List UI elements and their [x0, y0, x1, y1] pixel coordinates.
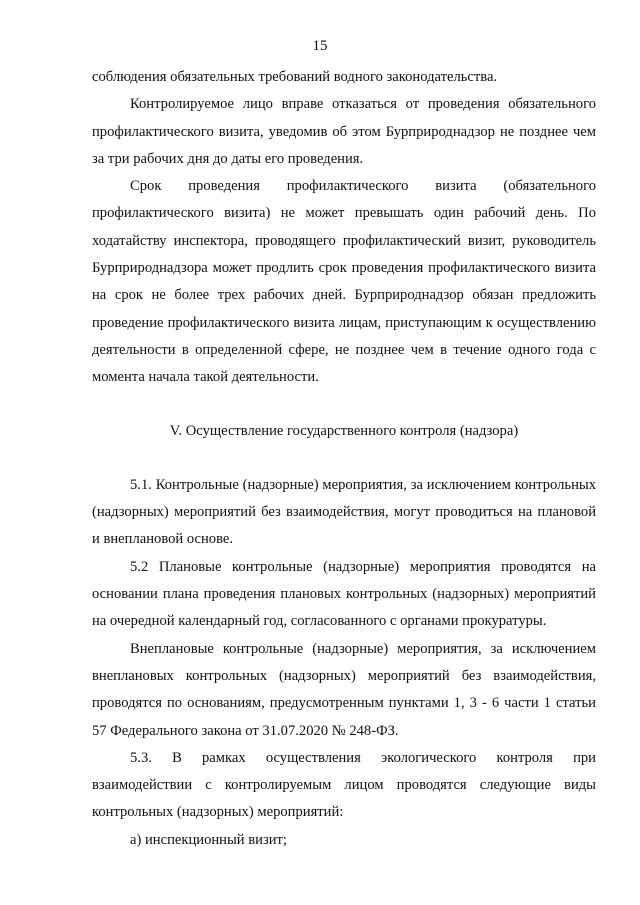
paragraph-visit-duration: Срок проведения профилактического визита (обязательного профилактического визита) не может превышать один рабочий день. По ходатайству инспектора, проводящего профилактический визит, руководитель Бурприроднадзора может продлить срок проведения профилактического визита на срок не более трех рабочих дней. Бурприроднадзор обязан предложить проведение профилактического визита лицам, приступающим к осуществлению деятельности в определенной сфере, не позднее чем в течение одного года с момента начала такой деятельности.: [92, 178, 596, 386]
paragraph-unscheduled: Внеплановые контрольные (надзорные) мероприятия, за исключением внеплановых контрольных (надзорных) мероприятий без взаимодействия, проводятся по основаниям, предусмотренным пунктами 1, 3 - 6 части 1 статьи 57 Федерального закона от 31.07.2020 № 248-ФЗ.: [92, 640, 596, 739]
page-number: 15: [312, 38, 328, 54]
document-body: [92, 64, 596, 854]
paragraph-5-1: 5.1. Контрольные (надзорные) мероприятия, за исключением контрольных (надзорных) мероприятий без взаимодействия, могут проводиться на плановой и внеплановой основе.: [92, 476, 596, 548]
paragraph-refusal-visit: Контролируемое лицо вправе отказаться от проведения обязательного профилактического визита, уведомив об этом Бурприроднадзор не позднее чем за три рабочих дня до даты его проведения.: [92, 96, 596, 167]
list-item-a: а) инспекционный визит;: [130, 831, 287, 848]
paragraph-5-3: 5.3. В рамках осуществления экологического контроля при взаимодействии с контролируемым лицом проводятся следующие виды контрольных (надзорных) мероприятий:: [92, 749, 596, 821]
paragraph-5-2: 5.2 Плановые контрольные (надзорные) мероприятия проводятся на основании плана проведения плановых контрольных (надзорных) мероприятий на очередной календарный год, согласованного с органами прокуратуры.: [92, 558, 596, 630]
paragraph-continuation: соблюдения обязательных требований водного законодательства.: [92, 69, 498, 85]
section-heading: V. Осуществление государственного контроля (надзора): [169, 422, 519, 439]
